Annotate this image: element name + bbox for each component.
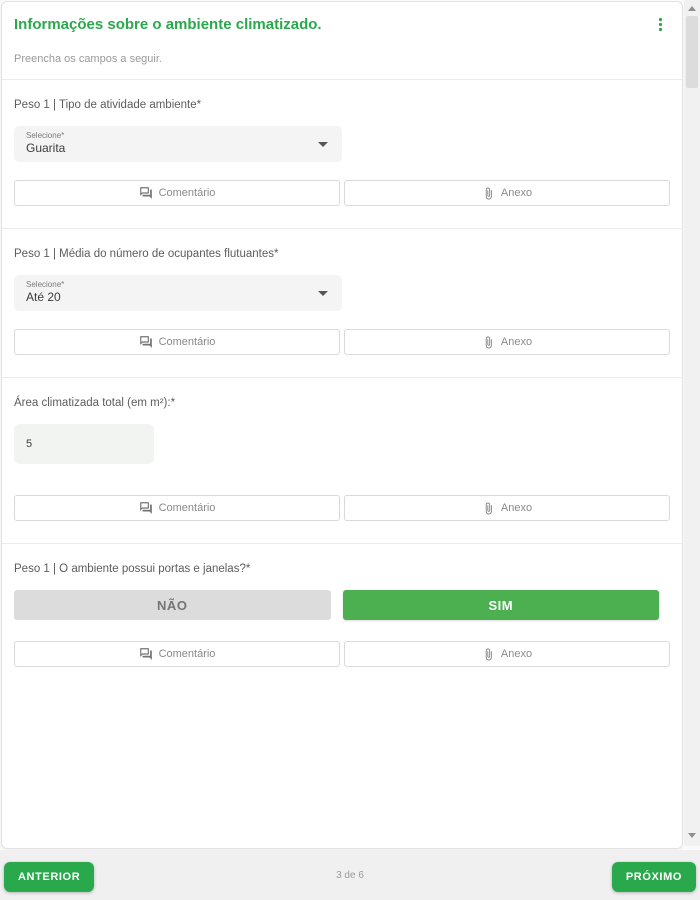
scrollbar[interactable] xyxy=(684,0,700,846)
no-button[interactable]: NÃO xyxy=(14,590,331,620)
comment-button[interactable] xyxy=(14,180,340,206)
activity-type-select[interactable] xyxy=(14,126,342,162)
attach-button[interactable] xyxy=(344,495,670,521)
chevron-down-icon xyxy=(318,291,328,296)
occupants-select[interactable] xyxy=(14,275,342,311)
select-field-label: Selecione* xyxy=(26,131,65,140)
attach-label: Anexo xyxy=(500,336,533,348)
comment-label: Comentário xyxy=(158,336,216,348)
question-section-activity-type xyxy=(2,80,682,228)
page-title: Informações sobre o ambiente climatizado. xyxy=(14,16,322,33)
page-indicator: 3 de 6 xyxy=(336,869,364,881)
attach-label: Anexo xyxy=(500,187,533,199)
question-label: Área climatizada total (em m²):* xyxy=(14,397,176,409)
question-label: Peso 1 | O ambiente possui portas e janelas?* xyxy=(14,563,251,575)
paperclip-icon xyxy=(482,336,495,349)
card-header xyxy=(2,2,682,79)
comment-icon xyxy=(139,647,153,661)
kebab-menu-icon[interactable] xyxy=(653,15,668,34)
scrollbar-thumb[interactable] xyxy=(686,16,698,88)
paperclip-icon xyxy=(482,187,495,200)
area-input[interactable] xyxy=(14,424,154,464)
question-label: Peso 1 | Média do número de ocupantes flutuantes* xyxy=(14,248,279,260)
comment-icon xyxy=(139,335,153,349)
footer-bar xyxy=(0,850,700,900)
select-field-label: Selecione* xyxy=(26,280,65,289)
scroll-down-icon[interactable] xyxy=(688,833,696,838)
attach-button[interactable] xyxy=(344,180,670,206)
yes-button[interactable]: SIM xyxy=(343,590,660,620)
previous-button[interactable]: ANTERIOR xyxy=(4,862,94,892)
comment-icon xyxy=(139,501,153,515)
select-field-value: Guarita xyxy=(26,141,66,155)
comment-label: Comentário xyxy=(158,648,216,660)
comment-label: Comentário xyxy=(158,187,216,199)
question-section-doors-windows xyxy=(2,544,682,689)
attach-button[interactable] xyxy=(344,641,670,667)
question-section-occupants xyxy=(2,229,682,377)
comment-button[interactable] xyxy=(14,495,340,521)
page-subtitle: Preencha os campos a seguir. xyxy=(14,53,162,65)
select-field-value: Até 20 xyxy=(26,290,61,304)
next-button[interactable]: PRÓXIMO xyxy=(612,862,696,892)
question-section-area xyxy=(2,378,682,543)
attach-label: Anexo xyxy=(500,502,533,514)
attach-label: Anexo xyxy=(500,648,533,660)
comment-icon xyxy=(139,186,153,200)
attach-button[interactable] xyxy=(344,329,670,355)
question-label: Peso 1 | Tipo de atividade ambiente* xyxy=(14,99,202,111)
comment-button[interactable] xyxy=(14,641,340,667)
comment-label: Comentário xyxy=(158,502,216,514)
chevron-down-icon xyxy=(318,142,328,147)
paperclip-icon xyxy=(482,502,495,515)
form-card xyxy=(1,1,683,849)
paperclip-icon xyxy=(482,648,495,661)
scroll-up-icon[interactable] xyxy=(688,6,696,11)
comment-button[interactable] xyxy=(14,329,340,355)
